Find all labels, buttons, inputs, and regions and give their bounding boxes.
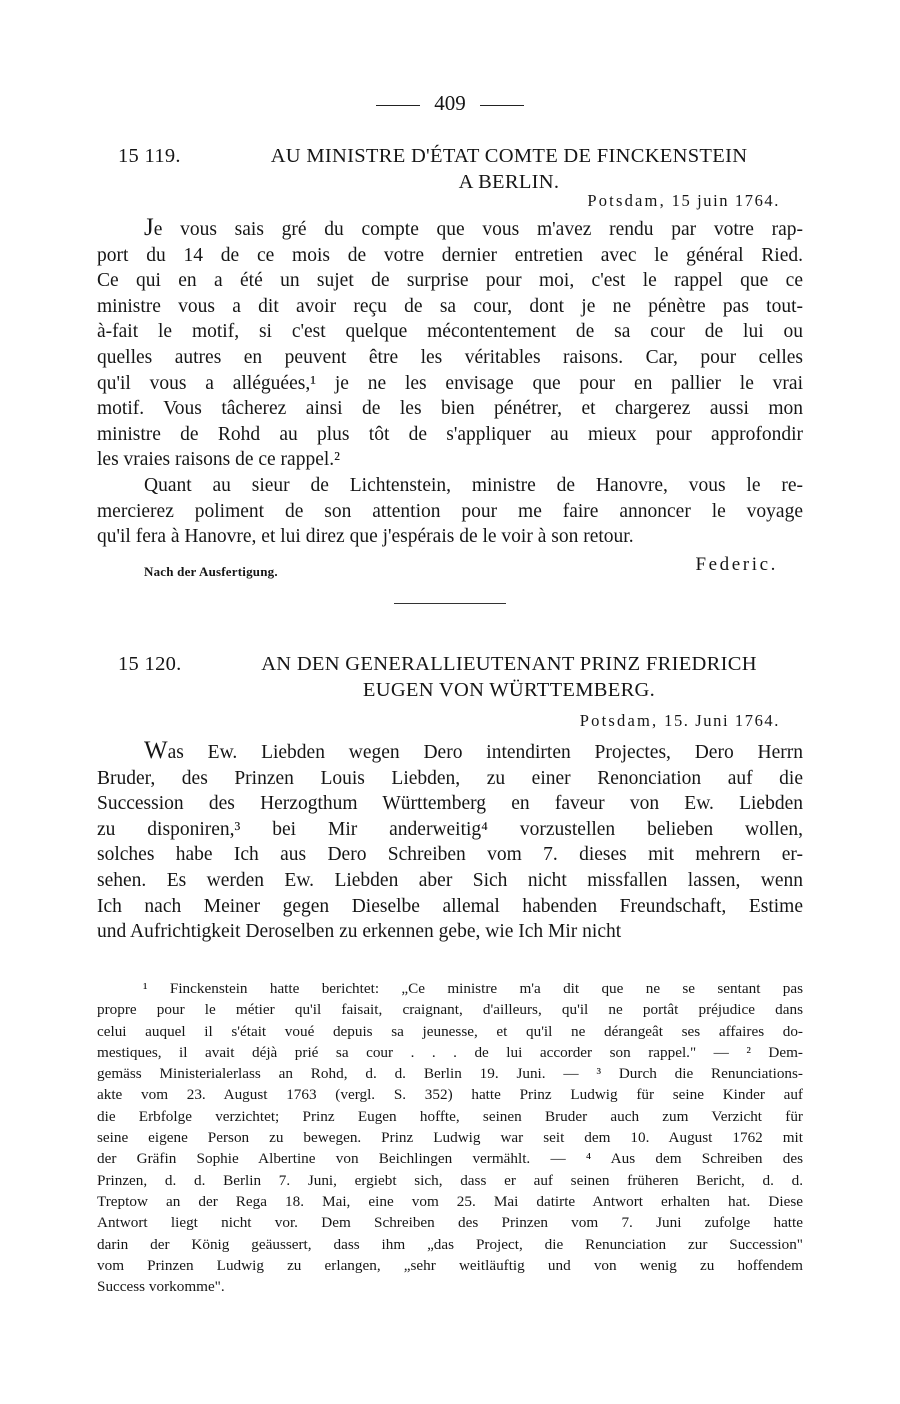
text-line: Quant au sieur de Lichtenstein, ministre de Hanovre, vous le re- (144, 474, 803, 496)
text-line: mercierez poliment de son attention pour me faire annoncer le voyage (97, 500, 803, 522)
entry-title-line: EUGEN VON WÜRTTEMBERG. (362, 679, 656, 701)
dateline-place: Potsdam, (579, 711, 659, 730)
footnote-line: ¹ Finckenstein hatte berichtet: „Ce ministre m'a dit que ne se sentant pas (143, 980, 803, 997)
paragraph (97, 473, 803, 550)
footnote-line: celui auquel il s'était voué depuis sa jeunesse, et qu'il ne dérangeât ses affaires do- (97, 1022, 803, 1040)
text-line: quelles autres en peuvent être les véritables raisons. Car, pour celles (97, 346, 803, 368)
entry-title (118, 143, 790, 195)
paragraph (97, 738, 803, 945)
footnote-line: der Gräfin Sophie Albertine von Beichlingen vermählt. — ⁴ Aus dem Schreiben des (97, 1150, 803, 1168)
letter-body (97, 215, 803, 550)
footnote-line: mestiques, il avait déjà prié sa cour . . . de lui accorder son rappel." — ² Dem- (97, 1043, 803, 1061)
entry-number: 15 119. (118, 145, 181, 167)
footnote-line: Prinzen, d. d. Berlin 7. Juni, ergiebt sich, dass er auf seinen früheren Bericht, d. d. (97, 1171, 803, 1189)
footnote-line: Success vorkomme". (97, 1278, 225, 1296)
text-line: port du 14 de ce mois de votre dernier entretien avec le général Ried. (97, 244, 803, 266)
text-line: und Aufrichtigkeit Deroselben zu erkennen gebe, wie Ich Mir nicht (97, 921, 622, 943)
entry-title-line: AU MINISTRE D'ÉTAT COMTE DE FINCKENSTEIN (270, 145, 748, 167)
entry-heading-15120 (118, 651, 790, 703)
text-line: Succession des Herzogthum Württemberg en faveur von Ew. Liebden (97, 793, 803, 815)
text-line-rest: as Ew. Liebden wegen Dero intendirten Projectes, Dero Herrn (167, 742, 803, 763)
footnote-line: vom Prinzen Ludwig zu erlangen, „sehr weitläuftig und von wenig zu hoffendem (97, 1256, 803, 1274)
text-line (97, 738, 803, 766)
text-line: qu'il vous a alléguées,¹ je ne les envisage que pour en pallier le vrai (97, 372, 803, 394)
footnote-line: gemäss Ministerialerlass an Rohd, d. d. Berlin 19. Juni. — ³ Durch die Renunciations- (97, 1065, 803, 1083)
text-line: Ich nach Meiner gegen Dieselbe allemal habenden Freundschaft, Estime (97, 895, 803, 917)
paragraph (97, 215, 803, 473)
entry-heading-15119 (118, 143, 790, 195)
text-line (97, 215, 803, 243)
page-number-text: 409 (434, 91, 466, 115)
entry-number: 15 120. (118, 653, 182, 675)
initial-letter: W (144, 737, 168, 764)
footnote-line: seine eigene Person zu bewegen. Prinz Ludwig war seit dem 10. August 1762 mit (97, 1129, 803, 1147)
footnote-line: die Erbfolge verzichtet; Prinz Eugen hoffte, seinen Bruder auch zum Verzicht für (97, 1107, 803, 1125)
section-separator (394, 603, 506, 604)
signature: Federic. (695, 554, 778, 575)
text-line: les vraies raisons de ce rappel.² (97, 449, 340, 471)
entry-title-line: A BERLIN. (458, 171, 560, 193)
dateline (580, 710, 780, 732)
letter-body (97, 738, 803, 945)
footnotes (97, 978, 803, 1297)
text-line: motif. Vous tâcherez ainsi de les bien pénétrer, et chargerez aussi mon (97, 398, 803, 420)
text-line: solches habe Ich aus Dero Schreiben vom 7. dieses mit mehrern er- (97, 844, 803, 866)
initial-letter: J (144, 214, 154, 241)
dateline (587, 190, 780, 212)
footnote-line: darin der König geäussert, dass ihm „das Project, die Renunciation zur Succession" (97, 1235, 803, 1253)
footnote-line: propre pour le métier qu'il faisait, craignant, d'ailleurs, qu'il ne portât préjudice dans (97, 1001, 803, 1019)
text-line-rest: e vous sais gré du compte que vous m'avez rendu par votre rap- (153, 219, 803, 240)
text-line: qu'il fera à Hanovre, et lui direz que j'espérais de le voir à son retour. (97, 526, 634, 548)
text-line: à-fait le motif, si c'est quelque mécontentement de sa cour de lui ou (97, 321, 803, 343)
page-number-dash-right (480, 105, 524, 106)
source-note: Nach der Ausfertigung. (144, 564, 278, 579)
entry-title-line: AN DEN GENERALLIEUTENANT PRINZ FRIEDRICH (261, 653, 757, 675)
page-number-dash-left (376, 105, 420, 106)
footnote-line: Treptow an der Rega 18. Mai, eine vom 25. Mai datirte Antwort erhalten hat. Diese (97, 1192, 803, 1210)
text-line: ministre vous a dit avoir reçu de sa cour, dont je ne pénètre pas tout- (97, 295, 803, 317)
entry-title (118, 651, 790, 703)
text-line: zu disponiren,³ bei Mir anderweitig⁴ vorzustellen belieben wollen, (97, 818, 803, 840)
text-line: Ce qui en a été un sujet de surprise pour moi, c'est le rappel que ce (97, 270, 803, 292)
dateline-place: Potsdam, (587, 191, 666, 210)
footnote-line: Antwort liegt nicht vor. Dem Schreiben des Prinzen vom 7. Juni zufolge hatte (97, 1214, 803, 1232)
text-line: Bruder, des Prinzen Louis Liebden, zu einer Renonciation auf die (97, 767, 803, 789)
text-line: sehen. Es werden Ew. Liebden aber Sich nicht missfallen lassen, wenn (97, 869, 803, 891)
footnote-line: akte vom 23. August 1763 (vergl. S. 352) hatte Prinz Ludwig für seine Kinder auf (97, 1086, 803, 1104)
dateline-date: 15 juin 1764. (671, 191, 780, 210)
text-line: ministre de Rohd au plus tôt de s'appliquer au mieux pour approfondir (97, 423, 803, 445)
dateline-date: 15. Juni 1764. (664, 711, 780, 730)
page-number (0, 90, 900, 116)
